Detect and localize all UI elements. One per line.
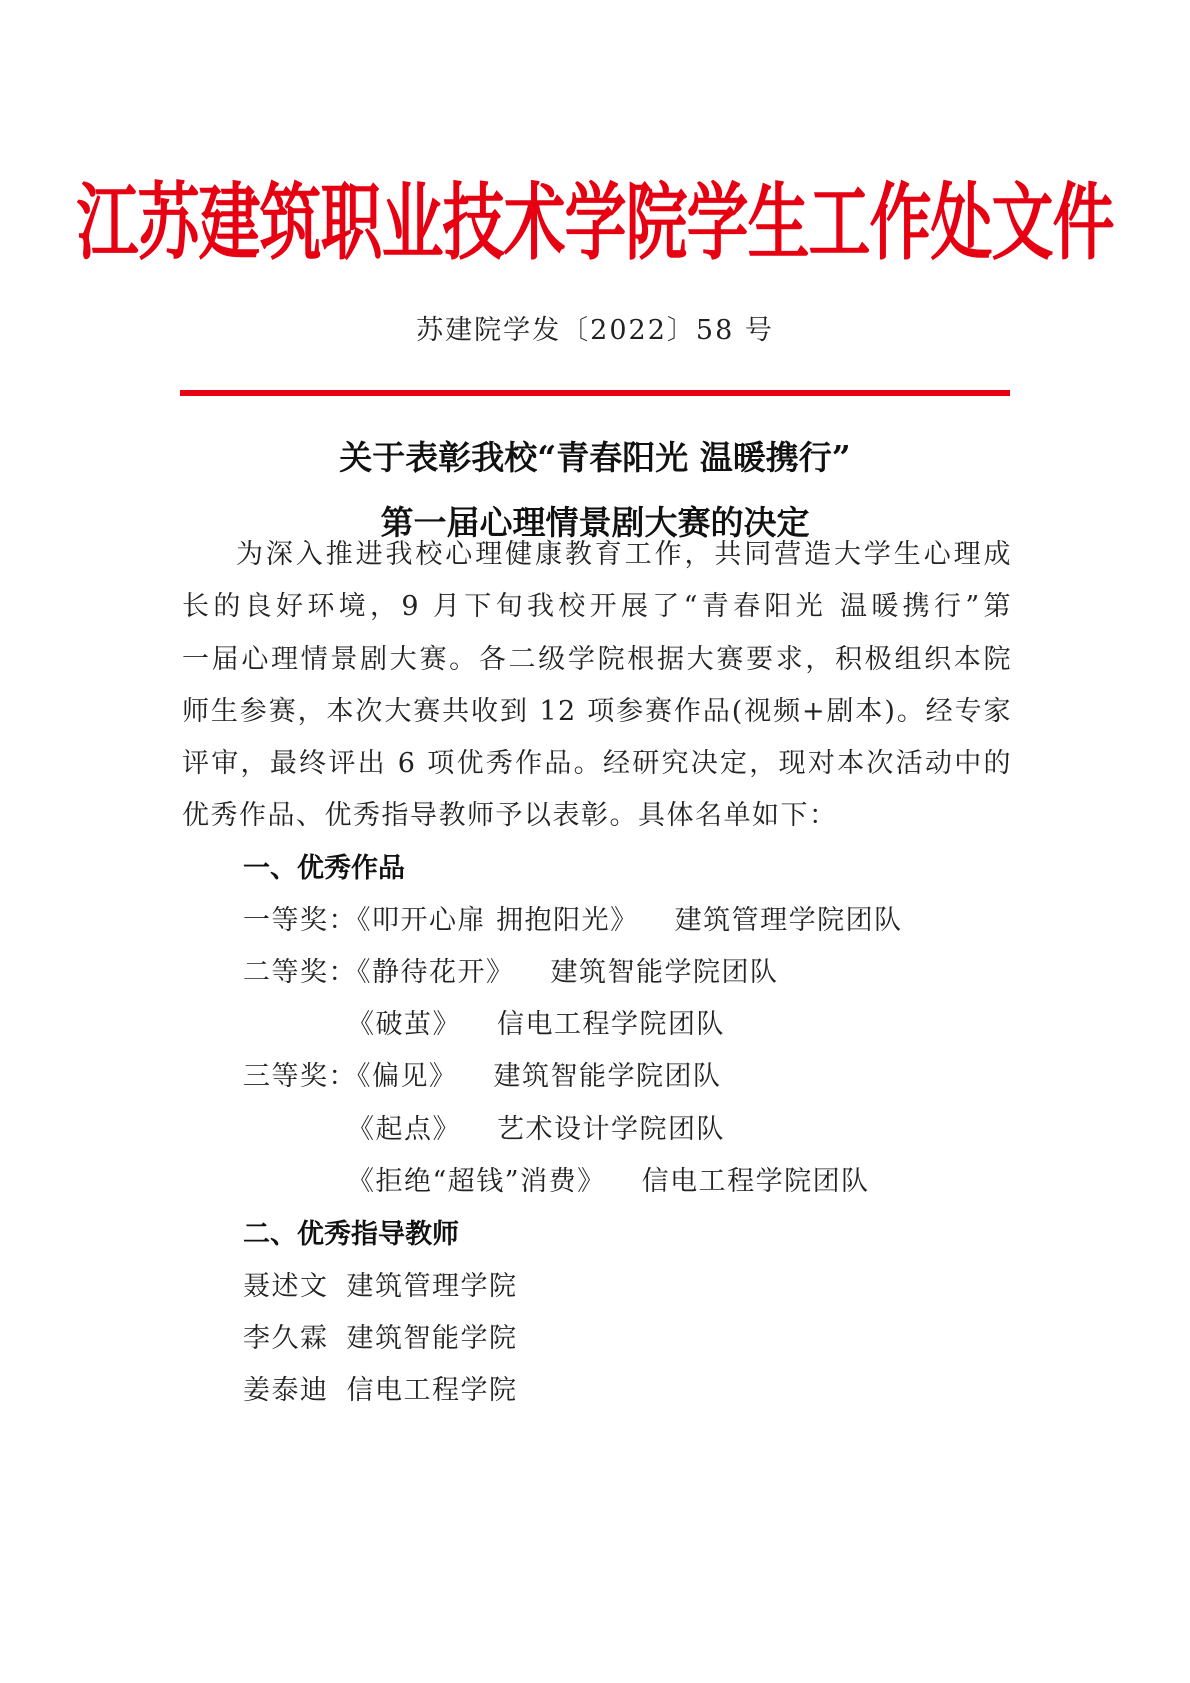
- org-header-title: 江苏建筑职业技术学院学生工作处文件: [76, 172, 1114, 272]
- award-team: 信电工程学院团队: [641, 1166, 870, 1197]
- teacher-name: 聂述文: [243, 1271, 329, 1302]
- award-team: 信电工程学院团队: [497, 1009, 725, 1040]
- awards-heading: 一、优秀作品: [243, 853, 405, 884]
- award-prize: 一等奖：: [243, 905, 357, 936]
- teacher-college: 建筑管理学院: [346, 1271, 518, 1302]
- award-work: 《破茧》: [347, 1009, 461, 1040]
- document-title-line2: 第一届心理情景剧大赛的决定: [380, 503, 810, 542]
- document-number: 苏建院学发〔2022〕58 号: [416, 315, 774, 346]
- teacher-college: 建筑智能学院: [346, 1323, 518, 1354]
- paragraph-line-3: 一届心理情景剧大赛。各二级学院根据大赛要求，积极组织本院: [182, 644, 1012, 675]
- award-prize: 三等奖：: [243, 1061, 357, 1092]
- teachers-heading: 二、优秀指导教师: [243, 1219, 459, 1250]
- award-work: 《偏见》: [357, 1061, 458, 1092]
- award-work: 《拒绝“超钱”消费》: [347, 1166, 606, 1197]
- award-entry-6: [347, 1159, 870, 1198]
- award-entry-1: [243, 898, 903, 937]
- paragraph-line-6: 优秀作品、优秀指导教师予以表彰。具体名单如下：: [182, 800, 838, 831]
- award-team: 艺术设计学院团队: [497, 1114, 725, 1145]
- teacher-entry-3: [243, 1368, 518, 1407]
- paragraph-line-2: 长的良好环境，9 月下旬我校开展了“青春阳光 温暖携行”第: [182, 591, 1012, 622]
- teacher-entry-2: [243, 1316, 518, 1355]
- award-entry-2: [243, 950, 779, 989]
- award-prize: 二等奖：: [243, 957, 357, 988]
- award-entry-5: [347, 1107, 725, 1146]
- teacher-name: 姜泰迪: [243, 1375, 329, 1406]
- award-team: 建筑管理学院团队: [674, 905, 903, 936]
- paragraph-line-4: 师生参赛，本次大赛共收到 12 项参赛作品(视频+剧本)。经专家: [182, 696, 1012, 727]
- teacher-entry-1: [243, 1264, 518, 1303]
- paragraph-line-1: 为深入推进我校心理健康教育工作，共同营造大学生心理成: [236, 539, 1012, 570]
- award-entry-3: [347, 1002, 725, 1041]
- document-title-line1: 关于表彰我校“青春阳光 温暖携行”: [339, 438, 851, 477]
- red-divider-rule: [180, 390, 1010, 396]
- paragraph-line-5: 评审，最终评出 6 项优秀作品。经研究决定，现对本次活动中的: [182, 748, 1012, 779]
- award-entry-4: [243, 1054, 722, 1093]
- teacher-name: 李久霖: [243, 1323, 329, 1354]
- award-work: 《叩开心扉 拥抱阳光》: [357, 905, 639, 936]
- award-work: 《起点》: [347, 1114, 461, 1145]
- award-team: 建筑智能学院团队: [550, 957, 779, 988]
- award-team: 建筑智能学院团队: [493, 1061, 722, 1092]
- award-work: 《静待花开》: [357, 957, 515, 988]
- teacher-college: 信电工程学院: [346, 1375, 518, 1406]
